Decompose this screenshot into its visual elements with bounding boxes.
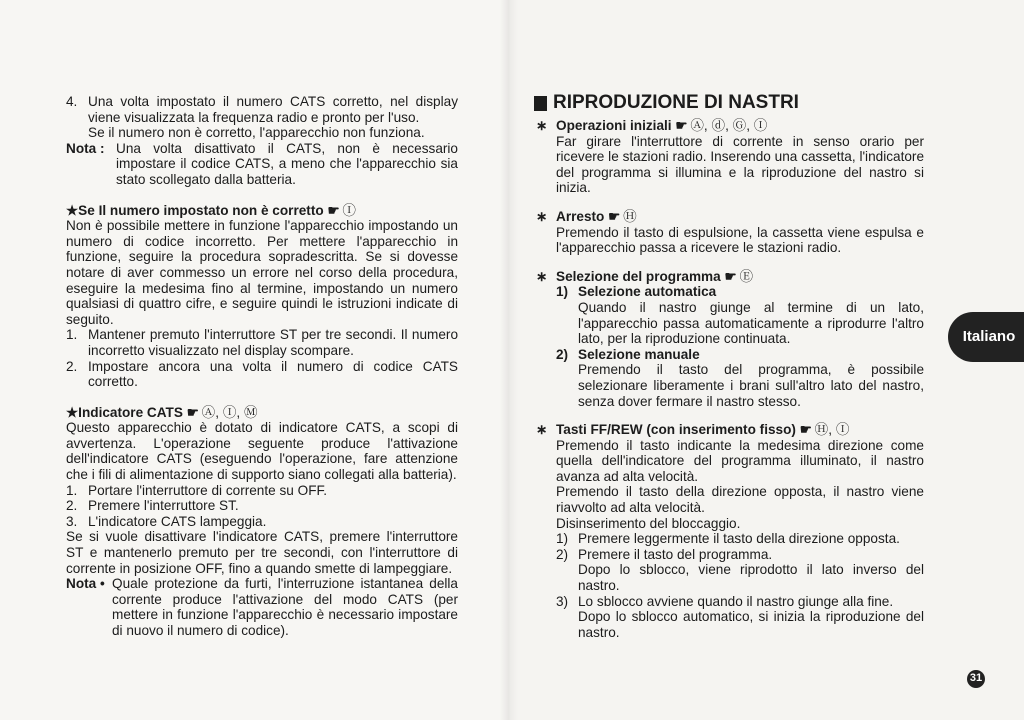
note-text: Quale protezione da furti, l'interruzione istantanea della corrente produce l'attivazione del modo CATS (per mettere in funzione l'apparecchio è necessario impostare di nuovo il numero di codice).: [112, 576, 458, 638]
sub-item: [556, 284, 924, 346]
pointer-icon: ☛: [799, 422, 811, 438]
list-text: Mantener premuto l'interruttore ST per tre secondi. Il numero incorretto visualizzato nel display scompare.: [88, 327, 458, 358]
sub-number: 1): [556, 531, 569, 547]
list-number: 2.: [66, 358, 78, 374]
figure-ref: Ⓘ: [342, 202, 357, 218]
square-bullet-icon: [534, 96, 547, 111]
sub-heading: Selezione automatica: [578, 284, 717, 300]
item-initial-operations: [536, 118, 924, 196]
note-1: [66, 141, 458, 188]
list-item: [66, 327, 458, 358]
sub-text: Dopo lo sblocco, viene riprodotto il lato inverso del nastro.: [578, 562, 924, 594]
pointer-icon: ☛: [327, 202, 339, 218]
item-ff-rew: [536, 422, 924, 640]
note-text: Una volta disattivato il CATS, non è necessario impostare il codice CATS, a meno che l'apparecchio sia stato scollegato dalla batteria.: [116, 140, 458, 187]
page-number: 31: [967, 670, 985, 688]
section-wrong-number-heading: [66, 203, 458, 219]
step-number: 4.: [66, 94, 78, 109]
asterisk-icon: ∗: [536, 118, 548, 133]
sub-item: [556, 531, 924, 547]
list-item: [66, 514, 458, 530]
right-column: [536, 92, 924, 640]
sub-number: 2): [556, 546, 569, 562]
list-item: [66, 359, 458, 390]
item-text: Premendo il tasto della direzione opposta, il nastro viene riavvolto ad alta velocità.: [556, 484, 924, 516]
item-text: Premendo il tasto di espulsione, la cassetta viene espulsa e l'apparecchio passa a ricevere le stazioni radio.: [556, 224, 924, 256]
figure-ref: Ⓗ: [623, 208, 637, 224]
pointer-icon: ☛: [724, 268, 736, 284]
pointer-icon: ☛: [186, 404, 198, 420]
list-item: [66, 483, 458, 499]
sub-number: 3): [556, 593, 569, 609]
figure-ref: Ⓐ, Ⓘ, Ⓜ: [201, 404, 258, 420]
note-label: Nota •: [66, 576, 105, 592]
asterisk-icon: ∗: [536, 268, 548, 284]
note-2: [66, 576, 458, 638]
figure-ref: Ⓗ, Ⓘ: [814, 422, 850, 438]
sub-heading: Selezione manuale: [578, 346, 700, 362]
figure-ref: Ⓐ, ⓓ, Ⓖ, Ⓘ: [690, 118, 768, 133]
section-cats-indicator-text-2: Se si vuole disattivare l'indicatore CATS, premere l'interruttore ST e mantenerlo premuto per tre secondi, con l'interruttore di corrente in posizione OFF, fino a quando smette di lampeggiare.: [66, 529, 458, 576]
page-title-text: RIPRODUZIONE DI NASTRI: [553, 92, 799, 113]
step-4: [66, 94, 458, 125]
list-text: Premere l'interruttore ST.: [88, 498, 239, 514]
step-4-continuation: Se il numero non è corretto, l'apparecchio non funziona.: [88, 125, 425, 141]
list-text: L'indicatore CATS lampeggia.: [88, 513, 267, 529]
language-tab: Italiano: [948, 312, 1024, 362]
pointer-icon: ☛: [675, 118, 687, 133]
sub-item: [556, 594, 924, 641]
note-label: Nota :: [66, 140, 105, 156]
sub-text: Premere leggermente il tasto della direzione opposta.: [578, 531, 900, 547]
list-number: 3.: [66, 513, 78, 529]
item-heading: Arresto: [556, 208, 605, 224]
page-title: [534, 92, 924, 114]
item-program-selection: [536, 269, 924, 409]
sub-item: [556, 347, 924, 409]
section-title: ★Indicatore CATS: [66, 404, 183, 420]
sub-text: Quando il nastro giunge al termine di un lato, l'apparecchio passa automaticamente a riprodurre l'altro lato, per la riproduzione continuata.: [578, 299, 924, 347]
item-heading: Selezione del programma: [556, 268, 721, 284]
sub-item: [556, 547, 924, 594]
item-text: Premendo il tasto indicante la medesima direzione come quella dell'indicatore del programma illuminato, il nastro avanza ad alta velocità.: [556, 437, 924, 484]
list-text: Impostare ancora una volta il numero di codice CATS corretto.: [88, 358, 458, 390]
asterisk-icon: ∗: [536, 208, 548, 224]
section-title: ★Se Il numero impostato non è corretto: [66, 202, 324, 218]
section-cats-indicator-heading: [66, 405, 458, 421]
left-column: [66, 94, 458, 639]
sub-number: 1): [556, 284, 569, 300]
section-cats-indicator-text: Questo apparecchio è dotato di indicatore CATS, a scopi di avvertenza. L'operazione seguente produce l'attivazione dell'indicatore CATS (eseguendo l'operazione, fare attenzione che i fili di alimentazione di supporto siano collegati alla batteria).: [66, 420, 458, 483]
list-number: 2.: [66, 498, 78, 514]
item-heading: Tasti FF/REW (con inserimento fisso): [556, 422, 796, 438]
sub-text: Dopo lo sblocco automatico, si inizia la riproduzione del nastro.: [578, 609, 924, 640]
item-heading: Operazioni iniziali: [556, 118, 672, 133]
sub-text: Lo sblocco avviene quando il nastro giunge alla fine.: [578, 593, 894, 609]
item-text: Far girare l'interruttore di corrente in senso orario per ricevere le stazioni radio. Inserendo una cassetta, l'indicatore del programma si illumina e la riproduzione del nastro si inizia.: [556, 133, 924, 196]
page-gutter: [500, 0, 518, 720]
section-wrong-number-text: Non è possibile mettere in funzione l'apparecchio impostando un numero di codice incorretto. Per mettere l'apparecchio in funzione, seguire la procedura sopradescritta. Se si dovesse notare di aver commesso un errore nel corso della procedura, eseguire la medesima fino al termine, impostando un numero qualsiasi di quattro cifre, e seguire quindi le istruzioni indicate di seguito.: [66, 218, 458, 327]
pointer-icon: ☛: [608, 208, 620, 224]
list-item: [66, 498, 458, 514]
sub-text: Premendo il tasto del programma, è possibile selezionare liberamente i brani sull'altro lato del nastro, senza dover fermare il nastro stesso.: [578, 362, 924, 409]
item-stop: [536, 209, 924, 256]
list-text: Portare l'interruttore di corrente su OFF.: [88, 482, 328, 498]
item-text: Disinserimento del bloccaggio.: [556, 515, 741, 531]
step-text: Una volta impostato il numero CATS corretto, nel display viene visualizzata la frequenza radio e pronto per l'uso.: [88, 94, 458, 125]
sub-number: 2): [556, 346, 569, 362]
list-number: 1.: [66, 482, 78, 498]
asterisk-icon: ∗: [536, 422, 548, 438]
figure-ref: Ⓔ: [739, 268, 754, 284]
sub-text: Premere il tasto del programma.: [578, 546, 773, 562]
list-number: 1.: [66, 327, 78, 343]
